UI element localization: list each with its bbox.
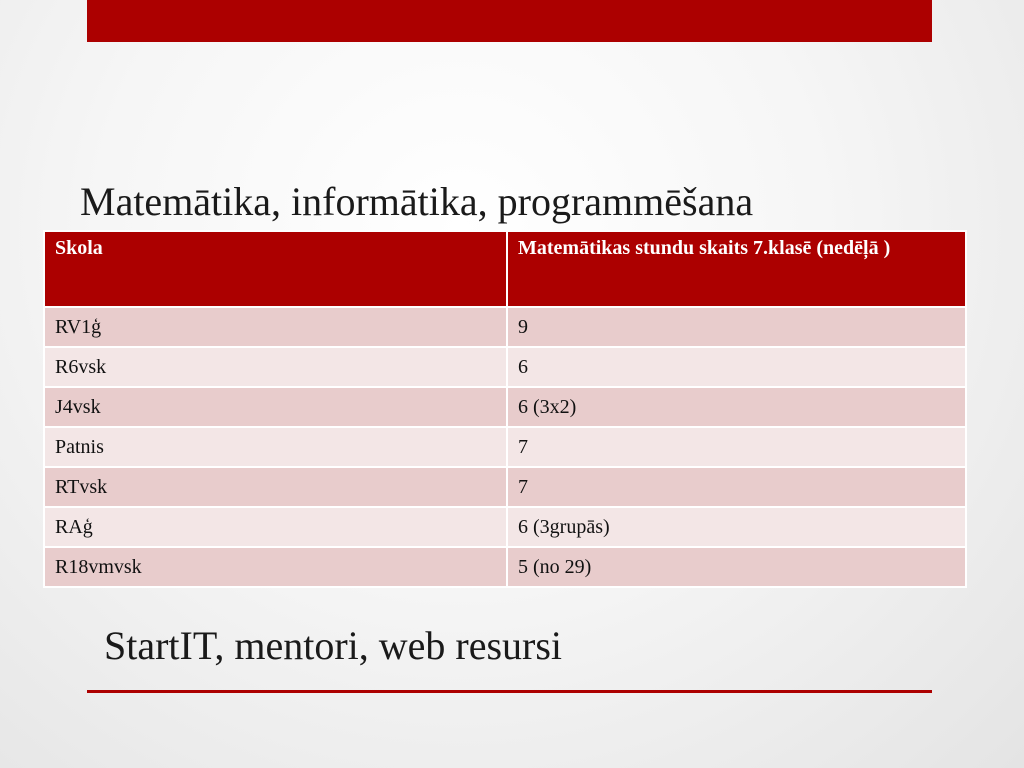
lesson-count-cell: 6 (3x2)	[507, 387, 966, 427]
table-row	[44, 547, 966, 587]
lesson-count-cell: 6 (3grupās)	[507, 507, 966, 547]
lesson-count-cell: 5 (no 29)	[507, 547, 966, 587]
header-lesson-count: Matemātikas stundu skaits 7.klasē (nedēļā )	[507, 231, 966, 307]
table-row	[44, 307, 966, 347]
school-cell: Patnis	[44, 427, 507, 467]
school-cell: R6vsk	[44, 347, 507, 387]
bottom-accent-rule	[87, 690, 932, 693]
slide-subtitle: StartIT, mentori, web resursi	[104, 623, 563, 668]
table-header-row	[44, 231, 966, 307]
top-accent-bar	[87, 0, 932, 42]
lesson-count-cell: 7	[507, 467, 966, 507]
table-row	[44, 387, 966, 427]
lesson-count-cell: 9	[507, 307, 966, 347]
table-row	[44, 467, 966, 507]
school-cell: RTvsk	[44, 467, 507, 507]
school-cell: RAģ	[44, 507, 507, 547]
lesson-count-cell: 7	[507, 427, 966, 467]
table-row	[44, 347, 966, 387]
school-cell: RV1ģ	[44, 307, 507, 347]
slide-title: Matemātika, informātika, programmēšana	[80, 179, 754, 224]
table-row	[44, 507, 966, 547]
school-cell: R18vmvsk	[44, 547, 507, 587]
header-school: Skola	[44, 231, 507, 307]
lesson-count-cell: 6	[507, 347, 966, 387]
lessons-table	[43, 230, 967, 588]
table-row	[44, 427, 966, 467]
school-cell: J4vsk	[44, 387, 507, 427]
